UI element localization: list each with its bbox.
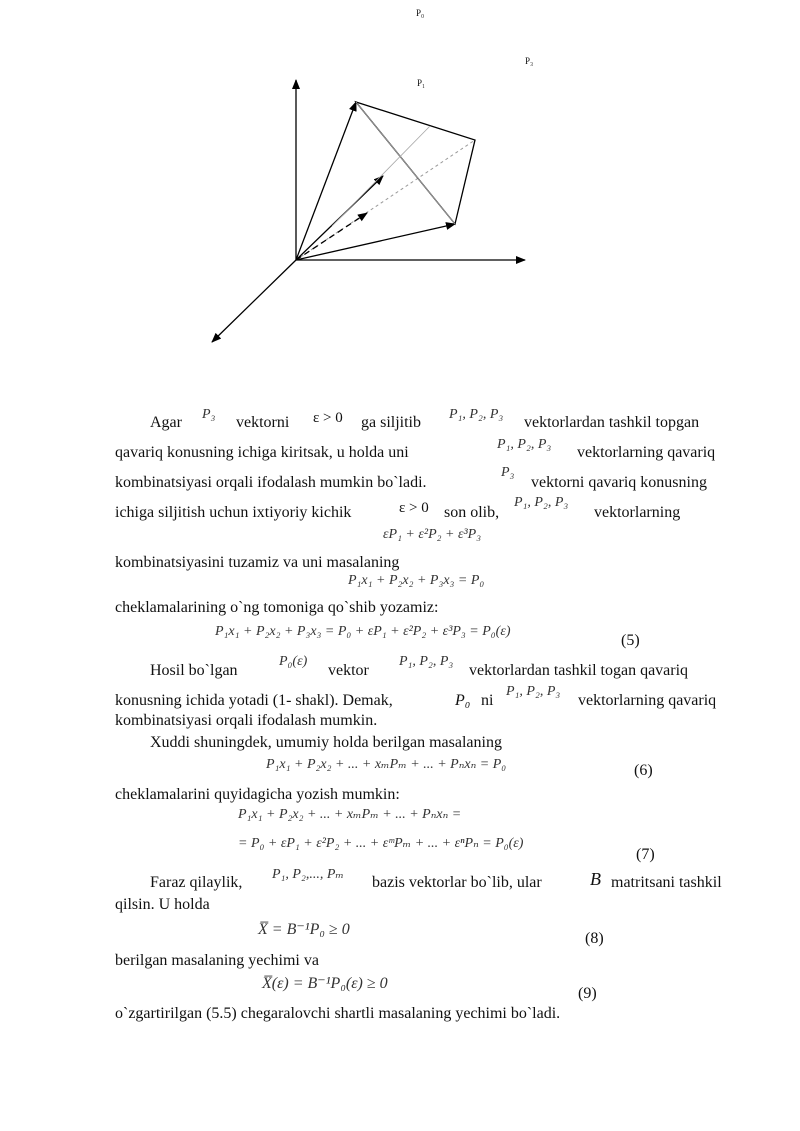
math-eq6: P₁x₁ + P₂x₂ + ... + xₘPₘ + ... + Pₙxₙ = P₀: [266, 757, 507, 772]
math-p0eps: P₀(ε): [279, 654, 308, 669]
p3-l2: qilsin. U holda: [115, 896, 210, 913]
p2-l1-b: vektor: [328, 662, 369, 679]
p1-l4-c: vektorlarning: [594, 504, 681, 521]
p1-l4-b: son olib,: [444, 504, 500, 521]
math-p123-b: P₁, P₂, P₃: [497, 437, 552, 452]
p1-l4-a: ichiga siljitish uchun ixtiyoriy kichik: [115, 504, 352, 521]
math-eq7a: P₁x₁ + P₂x₂ + ... + xₘPₘ + ... + Pₙxₙ =: [238, 807, 462, 822]
p1-l1-a: Agar: [150, 414, 182, 431]
math-p123-a: P₁, P₂, P₃: [449, 407, 504, 422]
math-p123-c: P₁, P₂, P₃: [514, 495, 569, 510]
p1-l1-d: vektorlardan tashkil topgan: [524, 414, 700, 431]
math-eq7b: = P₀ + εP₁ + ε²P₂ + ... + εᵐPₘ + ... + εⁿPₙ = P₀(ε): [238, 836, 524, 851]
p3-l1-b: bazis vektorlar bo`lib, ular: [372, 874, 542, 891]
p1-l2-b: vektorlarning qavariq: [577, 444, 716, 461]
eqnum-5: (5): [621, 632, 640, 649]
p2-l2-c: vektorlarning qavariq: [578, 692, 717, 709]
eqnum-9: (9): [578, 985, 597, 1002]
label-p0: P₀: [416, 8, 425, 18]
math-eps-b: ε > 0: [399, 500, 429, 516]
p1-l1-b: vektorni: [236, 414, 290, 431]
math-eq5: P₁x₁ + P₂x₂ + P₃x₃ = P₀ + εP₁ + ε²P₂ + ε³P₃ = P₀(ε): [215, 624, 511, 639]
math-eps: ε > 0: [313, 410, 343, 426]
math-p123-d: P₁, P₂, P₃: [399, 654, 454, 669]
p3-l4: o`zgartirilgan (5.5) chegaralovchi shartli masalaning yechimi bo`ladi.: [115, 1005, 561, 1022]
label-p1: P₁: [417, 78, 426, 88]
p2-l1-a: Hosil bo`lgan: [150, 662, 238, 679]
p2-l3: kombinatsiyasi orqali ifodalash mumkin.: [115, 712, 378, 729]
p2-l2-a: konusning ichida yotadi (1- shakl). Demak,: [115, 692, 393, 709]
diagonal-1: [356, 102, 455, 224]
p3-l3: berilgan masalaning yechimi va: [115, 952, 319, 969]
cone-section: [356, 102, 475, 224]
p1-l2-a: qavariq konusning ichiga kiritsak, u holda uni: [115, 444, 409, 461]
p2-l5: cheklamalarini quyidagicha yozish mumkin:: [115, 786, 400, 803]
math-p3-b: P₃: [501, 465, 515, 480]
p1-l6: cheklamalarining o`ng tomoniga qo`shib yozamiz:: [115, 599, 439, 616]
math-sys: P₁x₁ + P₂x₂ + P₃x₃ = P₀: [348, 573, 485, 588]
eqnum-6: (6): [634, 762, 653, 779]
math-p3: P₃: [202, 407, 216, 422]
math-basis: P₁, P₂,..., Pₘ: [272, 867, 344, 882]
label-p3: P₃: [525, 56, 534, 66]
vector-p0-eps: [296, 213, 367, 260]
p3-l1-a: Faraz qilaylik,: [150, 874, 243, 891]
math-eq8: X̅ = B⁻¹P₀ ≥ 0: [258, 921, 350, 938]
p2-l4: Xuddi shuningdek, umumiy holda berilgan masalaning: [150, 734, 502, 751]
p1-l3-a: kombinatsiyasi orqali ifodalash mumkin bo`ladi.: [115, 474, 427, 491]
vector-p1: [296, 102, 356, 260]
math-eq9: X̅(ε) = B⁻¹P₀(ε) ≥ 0: [262, 975, 388, 992]
p2-l2-b: ni: [481, 692, 494, 709]
eqnum-8: (8): [585, 930, 604, 947]
axis-diagonal: [212, 260, 296, 342]
math-comb: εP₁ + ε²P₂ + ε³P₃: [383, 527, 482, 542]
p3-l1-c: matritsani tashkil: [611, 874, 722, 891]
p1-l3-b: vektorni qavariq konusning: [531, 474, 707, 491]
vector-p2: [296, 224, 455, 260]
math-p123-e: P₁, P₂, P₃: [506, 684, 561, 699]
cone-figure: [0, 0, 800, 400]
eqnum-7: (7): [636, 846, 655, 863]
p1-l5: kombinatsiyasini tuzamiz va uni masalaning: [115, 554, 400, 571]
p1-l1-c: ga siljitib: [361, 414, 421, 431]
p2-l2-p0: P₀: [455, 692, 471, 709]
math-B: B: [590, 869, 601, 889]
p2-l1-c: vektorlardan tashkil togan qavariq: [469, 662, 689, 679]
